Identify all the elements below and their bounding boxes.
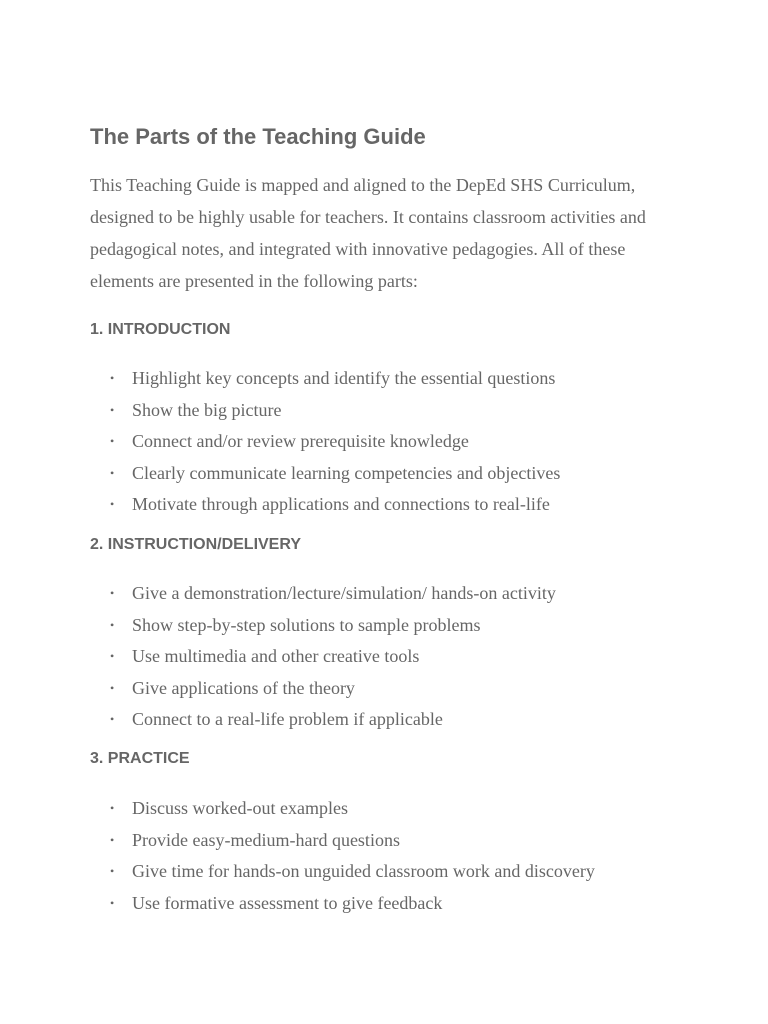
bullet-icon: • [110, 801, 115, 815]
list-item-text: Highlight key concepts and identify the essential questions [132, 368, 556, 388]
list-item [90, 704, 556, 736]
intro-line: This Teaching Guide is mapped and aligned to the DepEd SHS Curriculum, [90, 175, 636, 195]
list-item-text: Motivate through applications and connections to real-life [132, 494, 550, 515]
list-item [90, 426, 560, 458]
list-item-text: Connect and/or review prerequisite knowledge [132, 431, 469, 452]
bullet-icon: • [110, 895, 115, 910]
practice-list [90, 793, 595, 919]
list-item [90, 578, 556, 610]
bullet-icon: • [110, 864, 115, 879]
list-item [90, 363, 560, 395]
list-item [90, 458, 560, 490]
list-item-text: Connect to a real-life problem if applicable [132, 709, 443, 730]
list-item [90, 888, 595, 920]
list-item [90, 856, 595, 888]
page-title: The Parts of the Teaching Guide [90, 124, 426, 149]
instruction-delivery-list [90, 578, 556, 736]
list-item-text: Give time for hands-on unguided classroom work and discovery [132, 861, 595, 882]
intro-line: designed to be highly usable for teachers. It contains classroom activities and [90, 207, 646, 227]
list-item-text: Use formative assessment to give feedback [132, 892, 443, 913]
bullet-icon: • [110, 617, 115, 632]
bullet-icon: • [110, 402, 115, 417]
section-heading-instruction-delivery: 2. INSTRUCTION/DELIVERY [90, 536, 301, 553]
bullet-icon: • [110, 832, 115, 847]
bullet-icon: • [110, 649, 115, 664]
list-item-text: Give applications of the theory [132, 677, 355, 698]
list-item [90, 489, 560, 521]
section-heading-practice: 3. PRACTICE [90, 750, 190, 767]
list-item-text: Show step-by-step solutions to sample problems [132, 614, 481, 635]
list-item [90, 825, 595, 857]
intro-paragraph [90, 169, 690, 297]
introduction-list [90, 363, 560, 521]
bullet-icon: • [110, 371, 115, 385]
list-item [90, 610, 556, 642]
list-item-text: Clearly communicate learning competencies and objectives [132, 462, 561, 483]
bullet-icon: • [110, 680, 115, 695]
list-item [90, 673, 556, 705]
intro-line: pedagogical notes, and integrated with innovative pedagogies. All of these [90, 239, 626, 259]
list-item-text: Use multimedia and other creative tools [132, 646, 420, 667]
list-item-text: Show the big picture [132, 399, 282, 420]
bullet-icon: • [110, 712, 115, 727]
list-item-text: Discuss worked-out examples [132, 798, 348, 818]
list-item-text: Give a demonstration/lecture/simulation/ hands-on activity [132, 583, 556, 603]
list-item [90, 641, 556, 673]
bullet-icon: • [110, 586, 115, 600]
list-item-text: Provide easy-medium-hard questions [132, 829, 400, 850]
bullet-icon: • [110, 465, 115, 480]
section-heading-introduction: 1. INTRODUCTION [90, 321, 231, 338]
intro-line: elements are presented in the following parts: [90, 271, 418, 291]
list-item [90, 793, 595, 825]
bullet-icon: • [110, 434, 115, 449]
list-item [90, 395, 560, 427]
bullet-icon: • [110, 497, 115, 512]
